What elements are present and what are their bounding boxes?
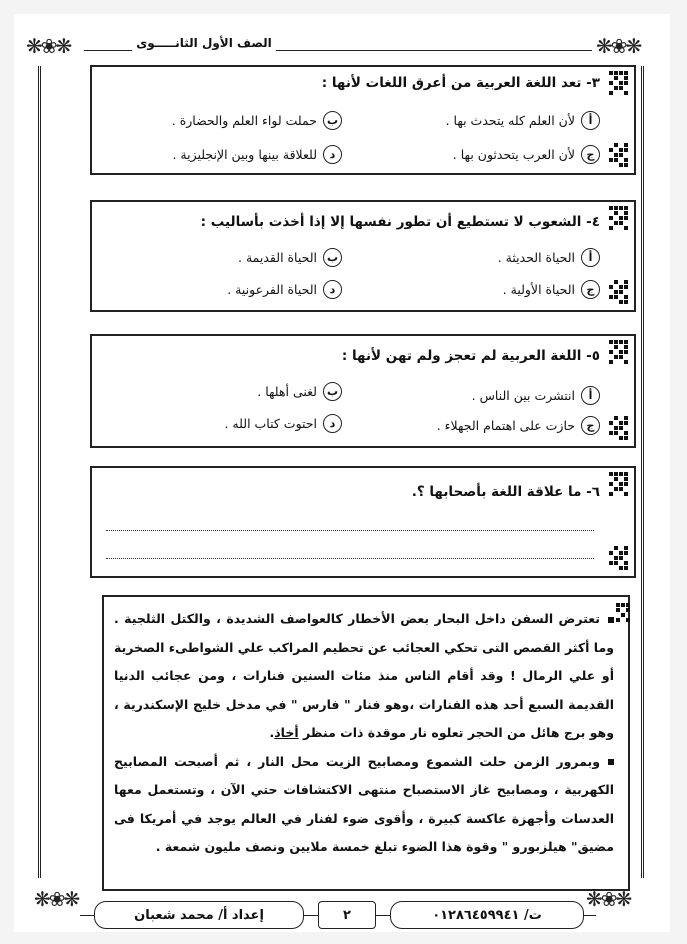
option-text: الحياة القديمة . <box>238 250 317 265</box>
option-letter-badge: د <box>323 145 342 164</box>
page-header-title: الصف الأول الثانـــــوى <box>136 36 272 50</box>
pixel-pattern-icon <box>606 416 628 442</box>
option-text: الحياة الفرعونية . <box>227 282 317 297</box>
option-text: حملت لواء العلم والحضارة . <box>171 113 317 128</box>
question-5-option-c[interactable] <box>437 416 600 435</box>
question-4-option-c[interactable] <box>503 280 600 299</box>
passage-text: تعترض السفن داخل البحار بعض الأخطار كالعواصف الشديدة ، والكتل الثلجية <box>124 611 600 626</box>
pixel-pattern-icon <box>606 340 628 370</box>
option-text: انتشرت بين الناس . <box>471 388 575 403</box>
footer-rule-mid-left <box>304 915 318 916</box>
question-5-box <box>90 334 636 448</box>
question-5-option-a[interactable] <box>472 386 600 405</box>
question-4-box <box>90 200 636 312</box>
footer-rule-right <box>584 915 596 916</box>
question-4-option-b[interactable] <box>238 248 342 267</box>
passage-text: وما أكثر القصص التى تحكي العجائب عن تحطيم المراكب علي الشواطىء الصخرية أو علي الرمال ! وقد أقام الناس منذ مئات السنين فنارات ، ومن عجائب الدنيا القديمة السبع أحد هذه الفنارات ،وهو فنار " فارس " في مدخل خليج الإسكندرية ، وهو برج هائل من الحجر تعلوه نار موقدة ذات منظر <box>114 639 614 740</box>
ornament-icon-bottom-right: ❋❀❋ <box>586 887 631 911</box>
option-text: للعلاقة بينها وبين الإنجليزية . <box>172 147 317 162</box>
ornament-icon-bottom-left: ❋❀❋ <box>34 887 79 911</box>
pixel-pattern-icon <box>606 546 628 572</box>
question-3-option-b[interactable] <box>172 111 342 130</box>
question-6-title: ٦- ما علاقة اللغة بأصحابها ؟. <box>411 484 600 500</box>
question-3-box <box>90 65 636 175</box>
question-3-option-c[interactable] <box>453 145 600 164</box>
answer-line-1[interactable] <box>106 530 594 531</box>
header-rule-right <box>276 50 592 51</box>
footer-rule-left <box>80 915 94 916</box>
option-letter-badge: أ <box>581 111 600 130</box>
option-text: الحياة الأولية . <box>502 282 575 297</box>
option-text: لأن العلم كله يتحدث بها . <box>445 113 575 128</box>
reading-passage-box <box>102 595 630 891</box>
pixel-pattern-icon <box>606 71 628 101</box>
passage-text: وبمرور الزمن حلت الشموع ومصابيح الزيت محل النار ، ثم أصبحت المصابيح الكهربية ، ومصابيح غاز الاستصباح منتهى الاكتشافات حتي الآن ، وتستعمل معها العدسات وأجهزة عاكسة كبيرة ، وأقوى ضوء لفنار في العالم يوجد في أمريكا فى مضيق" هيلزبورو " وقوة هذا الضوء تبلغ خمسة ملايين ونصف مليون شمعة . <box>114 753 614 854</box>
question-6-box <box>90 466 636 578</box>
passage-paragraph-2 <box>114 748 614 862</box>
ornament-icon-top-right: ❋❀❋ <box>596 34 641 58</box>
question-4-option-d[interactable] <box>227 280 342 299</box>
question-4-option-a[interactable] <box>498 248 600 267</box>
option-text: لأن العرب يتحدثون بها . <box>452 147 575 162</box>
question-5-option-d[interactable] <box>224 414 342 433</box>
pixel-pattern-icon <box>606 143 628 169</box>
option-letter-badge: ج <box>581 145 600 164</box>
question-5-title: ٥- اللغة العربية لم تعجز ولم تهن لأنها : <box>341 348 600 364</box>
right-border-rule <box>641 66 644 878</box>
option-letter-badge: د <box>323 414 342 433</box>
answer-line-2[interactable] <box>106 558 594 559</box>
left-border-rule <box>38 66 41 878</box>
ornament-icon-top-left: ❋❀❋ <box>26 34 71 58</box>
question-3-option-a[interactable] <box>446 111 600 130</box>
option-letter-badge: ب <box>323 111 342 130</box>
pixel-pattern-icon <box>606 472 628 502</box>
bullet-icon <box>608 759 614 765</box>
option-letter-badge: ب <box>323 382 342 401</box>
option-letter-badge: ب <box>323 248 342 267</box>
option-text: حازت على اهتمام الجهلاء . <box>436 418 575 433</box>
question-3-title: ٣- تعد اللغة العربية من أعرق اللغات لأنها : <box>321 75 600 91</box>
question-4-title: ٤- الشعوب لا تستطيع أن تطور نفسها إلا إذا أخذت بأساليب : <box>200 214 600 230</box>
passage-paragraph-1: تعترض السفن داخل البحار بعض الأخطار كالعواصف الشديدة ، والكتل الثلجية . وما أكثر القصص التى تحكي العجائب عن تحطيم المراكب علي الشواطىء الصخرية أو علي الرمال ! وقد أقام الناس منذ مئات السنين فنارات ، ومن عجائب الدنيا القديمة السبع أحد هذه الفنارات ،وهو فنار " فارس " في مدخل خليج الإسكندرية ، وهو برج هائل من الحجر تعلوه نار موقدة ذات منظر أخاذ. <box>114 611 614 740</box>
option-letter-badge: د <box>323 280 342 299</box>
footer-phone: ت/ ٠١٢٨٦٤٥٩٩٤١ <box>390 901 584 929</box>
passage-text-underlined: أخاذ <box>274 725 299 740</box>
option-letter-badge: أ <box>581 248 600 267</box>
question-5-option-b[interactable] <box>257 382 342 401</box>
header-rule-left <box>84 50 132 51</box>
footer-rule-mid-right <box>376 915 390 916</box>
pixel-pattern-icon <box>606 206 628 236</box>
option-letter-badge: ج <box>581 416 600 435</box>
option-text: لغنى أهلها . <box>257 384 317 399</box>
option-text: احتوت كتاب الله . <box>224 416 317 431</box>
option-letter-badge: أ <box>581 386 600 405</box>
option-text: الحياة الحديثة . <box>497 250 575 265</box>
footer-author: إعداد أ/ محمد شعبان <box>94 901 304 929</box>
pixel-pattern-icon <box>606 280 628 306</box>
question-3-option-d[interactable] <box>172 145 342 164</box>
pixel-pattern-icon <box>612 603 630 625</box>
worksheet-page <box>14 14 670 932</box>
page-number: ٢ <box>318 901 376 929</box>
option-letter-badge: ج <box>581 280 600 299</box>
